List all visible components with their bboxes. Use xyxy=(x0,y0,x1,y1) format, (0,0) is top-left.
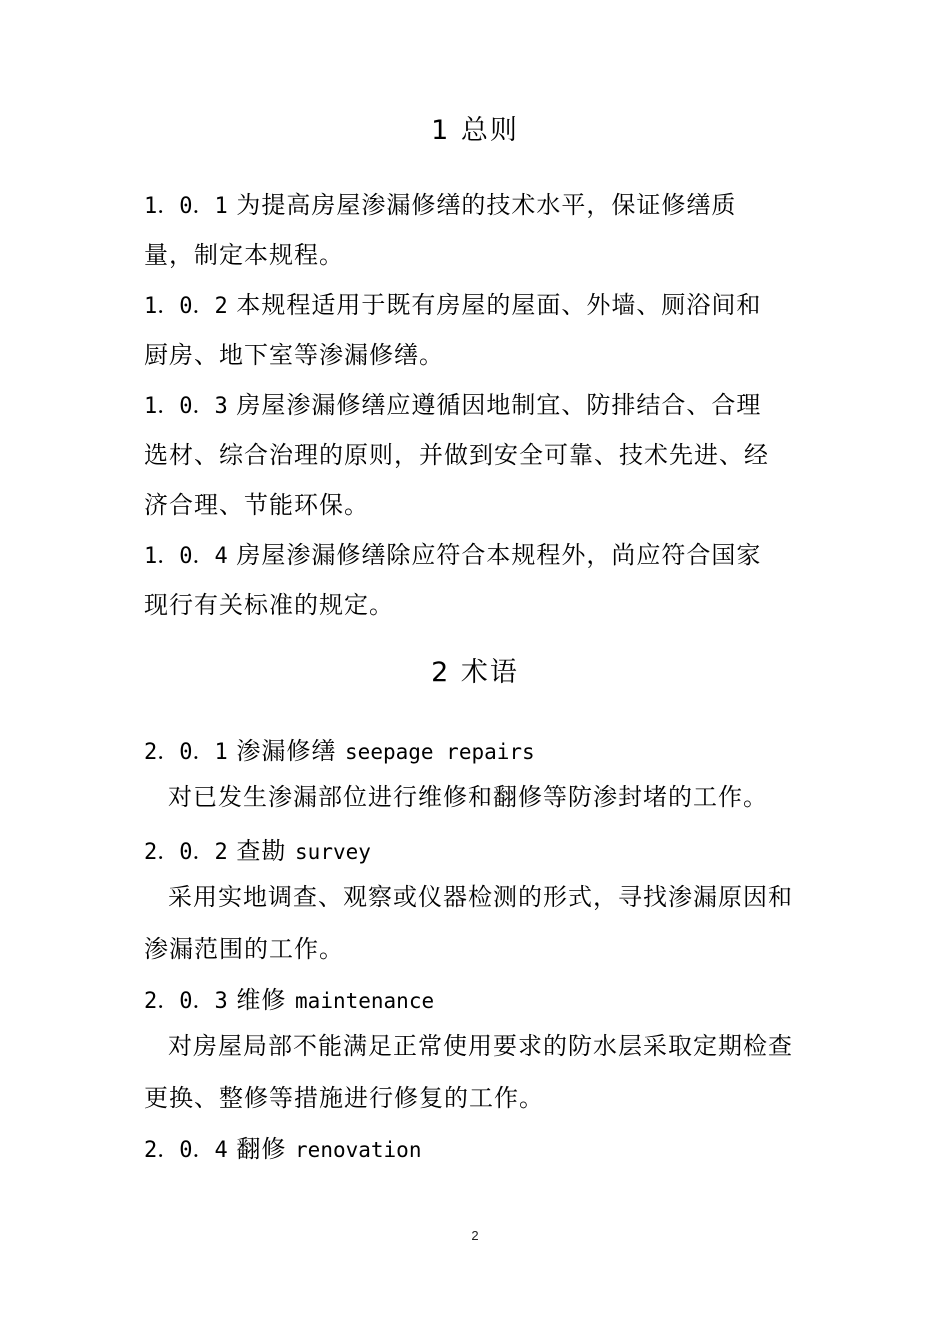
clause-1-0-3-line-2: 选材、综合治理的原则，并做到安全可靠、技术先进、经 xyxy=(144,441,769,469)
term-2-0-4-header xyxy=(144,1134,421,1166)
clause-text: 本规程适用于既有房屋的屋面、外墙、厕浴间和 xyxy=(236,291,762,319)
clause-1-0-3-line-1 xyxy=(144,390,761,422)
term-name: 维修 xyxy=(236,986,287,1014)
term-english: renovation xyxy=(295,1138,422,1162)
term-number: 2．0．4 xyxy=(144,1138,228,1163)
term-number: 2．0．3 xyxy=(144,989,228,1014)
term-2-0-2-definition-line-1: 采用实地调查、观察或仪器检测的形式，寻找渗漏原因和 xyxy=(168,883,793,911)
term-english: maintenance xyxy=(295,989,435,1013)
term-english: seepage repairs xyxy=(345,740,535,764)
term-2-0-3-header xyxy=(144,985,434,1017)
clause-number: 1．0．3 xyxy=(144,394,228,419)
clause-1-0-1-line-2: 量，制定本规程。 xyxy=(144,241,344,269)
term-2-0-2-definition-line-2: 渗漏范围的工作。 xyxy=(144,935,344,963)
section-1-title: 1 总则 xyxy=(431,115,519,146)
clause-1-0-3-line-3: 济合理、节能环保。 xyxy=(144,491,369,519)
term-2-0-1-header xyxy=(144,736,535,768)
section-2-title: 2 术语 xyxy=(431,657,519,688)
term-2-0-3-definition-line-2: 更换、整修等措施进行修复的工作。 xyxy=(144,1084,544,1112)
clause-text: 为提高房屋渗漏修缮的技术水平，保证修缮质 xyxy=(236,191,737,219)
clause-1-0-2-line-2: 厨房、地下室等渗漏修缮。 xyxy=(144,341,444,369)
term-2-0-1-definition-line-1: 对已发生渗漏部位进行维修和翻修等防渗封堵的工作。 xyxy=(168,783,768,811)
term-number: 2．0．1 xyxy=(144,740,228,765)
clause-number: 1．0．4 xyxy=(144,544,228,569)
clause-number: 1．0．2 xyxy=(144,294,228,319)
page-number: 2 xyxy=(471,1228,479,1243)
clause-text: 房屋渗漏修缮应遵循因地制宜、防排结合、合理 xyxy=(236,391,762,419)
term-number: 2．0．2 xyxy=(144,840,228,865)
term-name: 查勘 xyxy=(236,837,287,865)
term-name: 翻修 xyxy=(236,1135,287,1163)
clause-1-0-4-line-2: 现行有关标准的规定。 xyxy=(144,591,394,619)
clause-1-0-4-line-1 xyxy=(144,540,761,572)
clause-text: 房屋渗漏修缮除应符合本规程外，尚应符合国家 xyxy=(236,541,762,569)
term-name: 渗漏修缮 xyxy=(236,737,337,765)
clause-number: 1．0．1 xyxy=(144,194,228,219)
clause-1-0-1-line-1 xyxy=(144,190,736,222)
term-english: survey xyxy=(295,840,371,864)
clause-1-0-2-line-1 xyxy=(144,290,761,322)
term-2-0-3-definition-line-1: 对房屋局部不能满足正常使用要求的防水层采取定期检查 xyxy=(168,1032,793,1060)
term-2-0-2-header xyxy=(144,836,371,868)
